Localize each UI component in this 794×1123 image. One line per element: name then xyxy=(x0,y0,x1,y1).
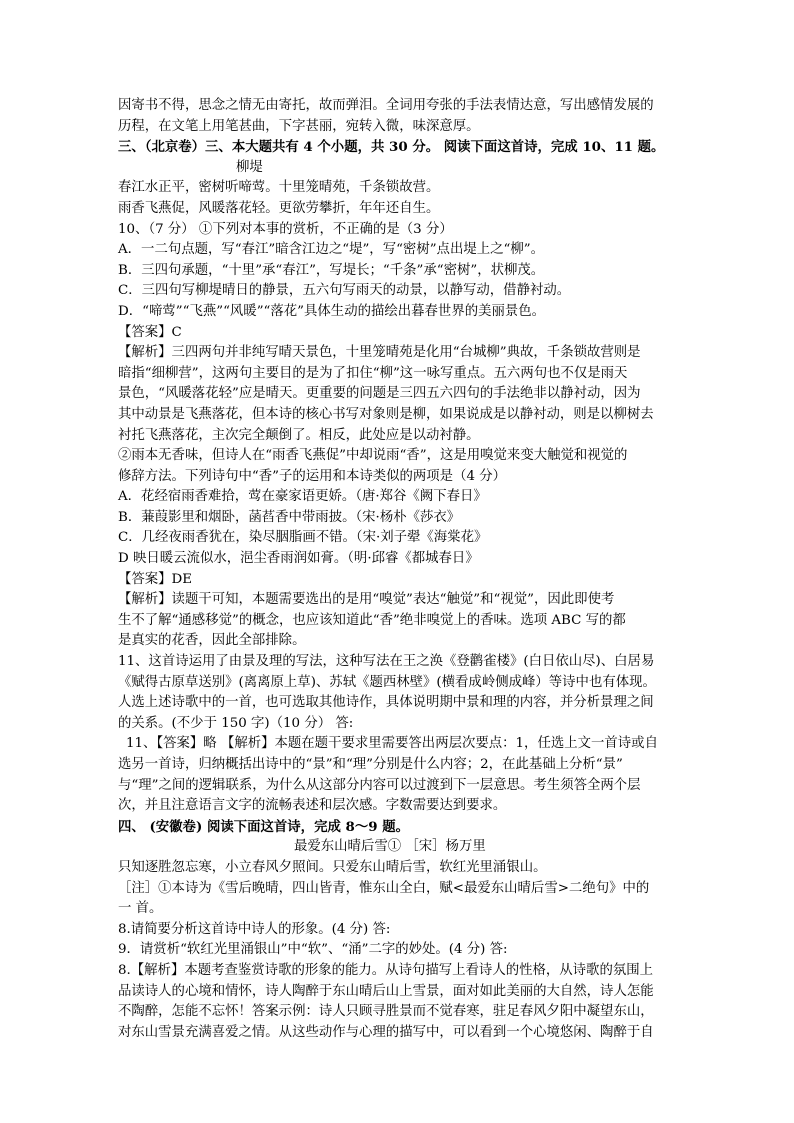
poem-note: ［注］①本诗为《雪后晚晴，四山皆青，惟东山全白，赋<最爱东山晴后雪>二绝句》中的 xyxy=(118,880,650,896)
analysis-text: 是真实的花香，因此全部排除。 xyxy=(118,633,306,649)
section-heading-beijing: 三、（北京卷）三、本大题共有 4 个小题，共 30 分。 阅读下面这首诗，完成 10、11 题。 xyxy=(118,139,665,156)
question-9: 9．请赏析“软红光里涌银山”中“软”、“涌”二字的妙处。(4 分) 答: xyxy=(118,942,508,958)
option-a: A．一二句点题，写“春江”暗含江边之“堤”，写“密树”点出堤上之“柳”。 xyxy=(118,242,544,258)
analysis-8: 8.【解析】本题考查鉴赏诗歌的形象的能力。从诗句描写上看诗人的性格，从诗歌的氛围上 xyxy=(118,962,654,978)
question-11: 的关系。(不少于 150 字)（10 分） 答: xyxy=(118,715,354,731)
analysis-text: 衬托飞燕落花，主次完全颠倒了。相反，此处应是以动衬静。 xyxy=(118,427,480,443)
answer-11: 与“理”之间的逻辑联系，为什么从这部分内容可以过渡到下一层意思。考生须答全两个层 xyxy=(118,777,641,793)
option-c: C．三四句写柳堤晴日的静景，五六句写雨天的动景，以静写动，借静衬动。 xyxy=(118,283,571,299)
poem-line: 春江水正平，密树听啼莺。十里笼晴苑，千条锁故营。 xyxy=(118,180,440,196)
analysis-text: 【解析】三四两句并非纯写晴天景色，十里笼晴苑是化用“台城柳”典故，千条锁故营则是 xyxy=(118,345,641,361)
poem-note: 一 首。 xyxy=(118,901,163,917)
answer-11: 次，并且注意语言文字的流畅表述和层次感。字数需要达到要求。 xyxy=(118,798,507,814)
question-11: 《赋得古原草送别》(离离原上草)、苏轼《题西林壁》(横看成岭侧成峰）等诗中也有体现。 xyxy=(118,674,656,690)
answer-label: 【答案】DE xyxy=(118,571,193,587)
option-a: A．花经宿雨香难拾，莺在豪家语更娇。（唐·郑谷《阙下春日》 xyxy=(118,489,487,505)
analysis-text: 暗指“细柳营”，这两句主要目的是为了扣住“柳”这一咏写重点。五六两句也不仅是雨天 xyxy=(118,365,628,381)
answer-label: 【答案】C xyxy=(118,324,182,340)
analysis-text: 生不了解“通感移觉”的概念，也应该知道此“香”绝非嗅觉上的香味。选项 ABC 写的都 xyxy=(118,612,626,628)
analysis-8: 不陶醉，怎能不忘怀！答案示例：诗人只顾寻胜景而不觉春寒，驻足春风夕阳中凝望东山， xyxy=(118,1004,654,1020)
poem-title: 柳堤 xyxy=(236,159,263,175)
analysis-text: 【解析】读题干可知，本题需要选出的是用“嗅觉”表达“触觉”和“视觉”，因此即使考 xyxy=(118,592,615,608)
option-c: C．几经夜雨香犹在，染尽胭脂画不错。（宋·刘子翚《海棠花》 xyxy=(118,530,488,546)
analysis-text: 景色，“风暖落花轻”应是晴天。更重要的问题是三四五六四句的手法绝非以静衬动，因为 xyxy=(118,386,641,402)
question-10-2: ②雨本无香味，但诗人在“雨香飞燕促”中却说雨“香”，这是用嗅觉来变大触觉和视觉的 xyxy=(118,448,628,464)
option-b: B．三四句承题，“十里”承“春江”，写堤长；“千条”承“密树”，状柳茂。 xyxy=(118,262,545,278)
poem-title: 最爱东山晴后雪① ［宋］杨万里 xyxy=(294,839,486,855)
option-b: B．蒹葭影里和烟卧，菡萏香中带雨披。（宋·杨朴《莎衣》 xyxy=(118,509,461,525)
question-10-2: 修辞方法。下列诗句中“香”子的运用和本诗类似的两项是（4 分） xyxy=(118,468,507,484)
option-d: D．“啼莺”“飞燕”“风暖”“落花”具体生动的描绘出暮春世界的美丽景色。 xyxy=(118,303,546,319)
answer-11: 11、【答案】略 【解析】本题在题干要求里需要答出两层次要点：1，任选上文一首诗或自 xyxy=(126,736,658,752)
option-d: D 映日暖云流似水，浥尘香雨润如膏。（明·邱睿《都城春日》 xyxy=(118,551,479,567)
question-11: 人选上述诗歌中的一首，也可选取其他诗作，具体说明期中景和理的内容，并分析景理之间 xyxy=(118,695,654,711)
question-11: 11、这首诗运用了由景及理的写法，这种写法在王之涣《登鹳雀楼》(白日依山尽)、白居易 xyxy=(118,654,655,670)
text-line: 历程，在文笔上用笔甚曲，下字甚丽，宛转入微，味深意厚。 xyxy=(118,118,480,134)
section-heading-anhui: 四、 (安徽卷) 阅读下面这首诗，完成 8～9 题。 xyxy=(118,818,409,835)
analysis-8: 对东山雪景充满喜爱之情。从这些动作与心理的描写中，可以看到一个心境悠闲、陶醉于自 xyxy=(118,1024,654,1040)
poem-line: 只知逐胜忽忘寒，小立春风夕照间。只爱东山晴后雪，软红光里涌银山。 xyxy=(118,859,547,875)
poem-line: 雨香飞燕促，风暖落花轻。更欲劳攀折，年年还自生。 xyxy=(118,200,440,216)
text-line: 因寄书不得，思念之情无由寄托，故而弹泪。全词用夸张的手法表情达意，写出感情发展的 xyxy=(118,98,654,113)
question-8: 8.请简要分析这首诗中诗人的形象。(4 分) 答: xyxy=(118,921,391,937)
question-10: 10、（7 分） ①下列对本事的赏析，不正确的是（3 分） xyxy=(118,221,453,237)
analysis-text: 其中动景是飞燕落花，但本诗的核心书写对象则是柳，如果说成是以静衬动，则是以柳树去 xyxy=(118,406,654,422)
analysis-8: 品读诗人的心境和情怀，诗人陶醉于东山晴后山上雪景，面对如此美丽的大自然，诗人怎能 xyxy=(118,983,654,999)
answer-11: 选另一首诗，归纳概括出诗中的“景”和“理”分别是什么内容；2，在此基础上分析“景” xyxy=(118,757,623,772)
document-page xyxy=(118,96,678,1043)
